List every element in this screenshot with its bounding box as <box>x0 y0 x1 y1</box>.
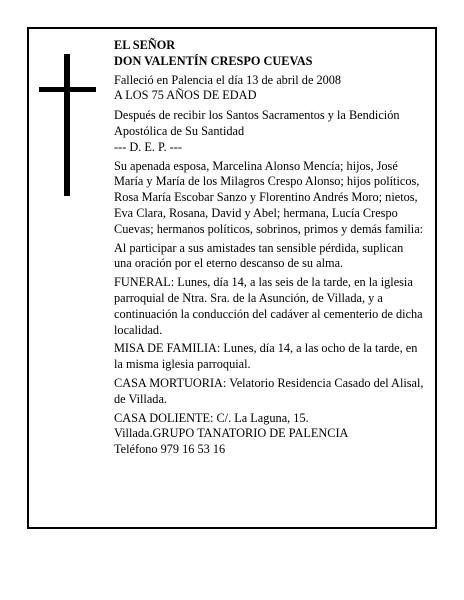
rip-line: --- D. E. P. --- <box>114 139 182 154</box>
cross-vertical-bar <box>64 54 70 196</box>
heading-title: EL SEÑOR <box>114 38 176 52</box>
funeral-info: FUNERAL: Lunes, día 14, a las seis de la tarde, en la iglesia parroquial de Ntra. Sra. de la Asunción, de Villada, y a continuación la conducción del cadáver al cementerio de dicha localidad. <box>114 275 423 337</box>
family-mass-info: MISA DE FAMILIA: Lunes, día 14, a las ocho de la tarde, en la misma iglesia parroquial. <box>114 341 418 372</box>
phone-line: Teléfono 979 16 53 16 <box>114 442 226 457</box>
sacraments-statement: Después de recibir los Santos Sacramentos y la Bendición Apostólica de Su Santidad <box>114 108 400 138</box>
age-statement: A LOS 75 AÑOS DE EDAD <box>114 88 257 103</box>
death-statement: Falleció en Palencia el día 13 de abril de 2008 <box>114 72 342 87</box>
obituary-text <box>114 38 424 458</box>
mourning-home-info: CASA DOLIENTE: C/. La Laguna, 15. <box>114 410 309 425</box>
family-paragraph: Su apenada esposa, Marcelina Alonso Mencía; hijos, José María y María de los Milagros Crespo Alonso; hijos políticos, Rosa María Escobar Sanzo y Florentino Andrés Moro; nietos, Eva Clara, Rosana, David y Abel; hermana, Lucía Crespo Cuevas; hermanos políticos, sobrinos, primos y demás familia: <box>114 158 424 236</box>
heading-name: DON VALENTÍN CRESPO CUEVAS <box>114 53 313 68</box>
cross-horizontal-bar <box>39 87 96 92</box>
prayer-request: Al participar a sus amistades tan sensible pérdida, suplican una oración por el eterno descanso de su alma. <box>114 240 404 271</box>
mortuary-info: CASA MORTUORIA: Velatorio Residencia Casado del Alisal, de Villada. <box>114 375 424 406</box>
funeral-home-line: Villada.GRUPO TANATORIO DE PALENCIA <box>114 426 349 441</box>
